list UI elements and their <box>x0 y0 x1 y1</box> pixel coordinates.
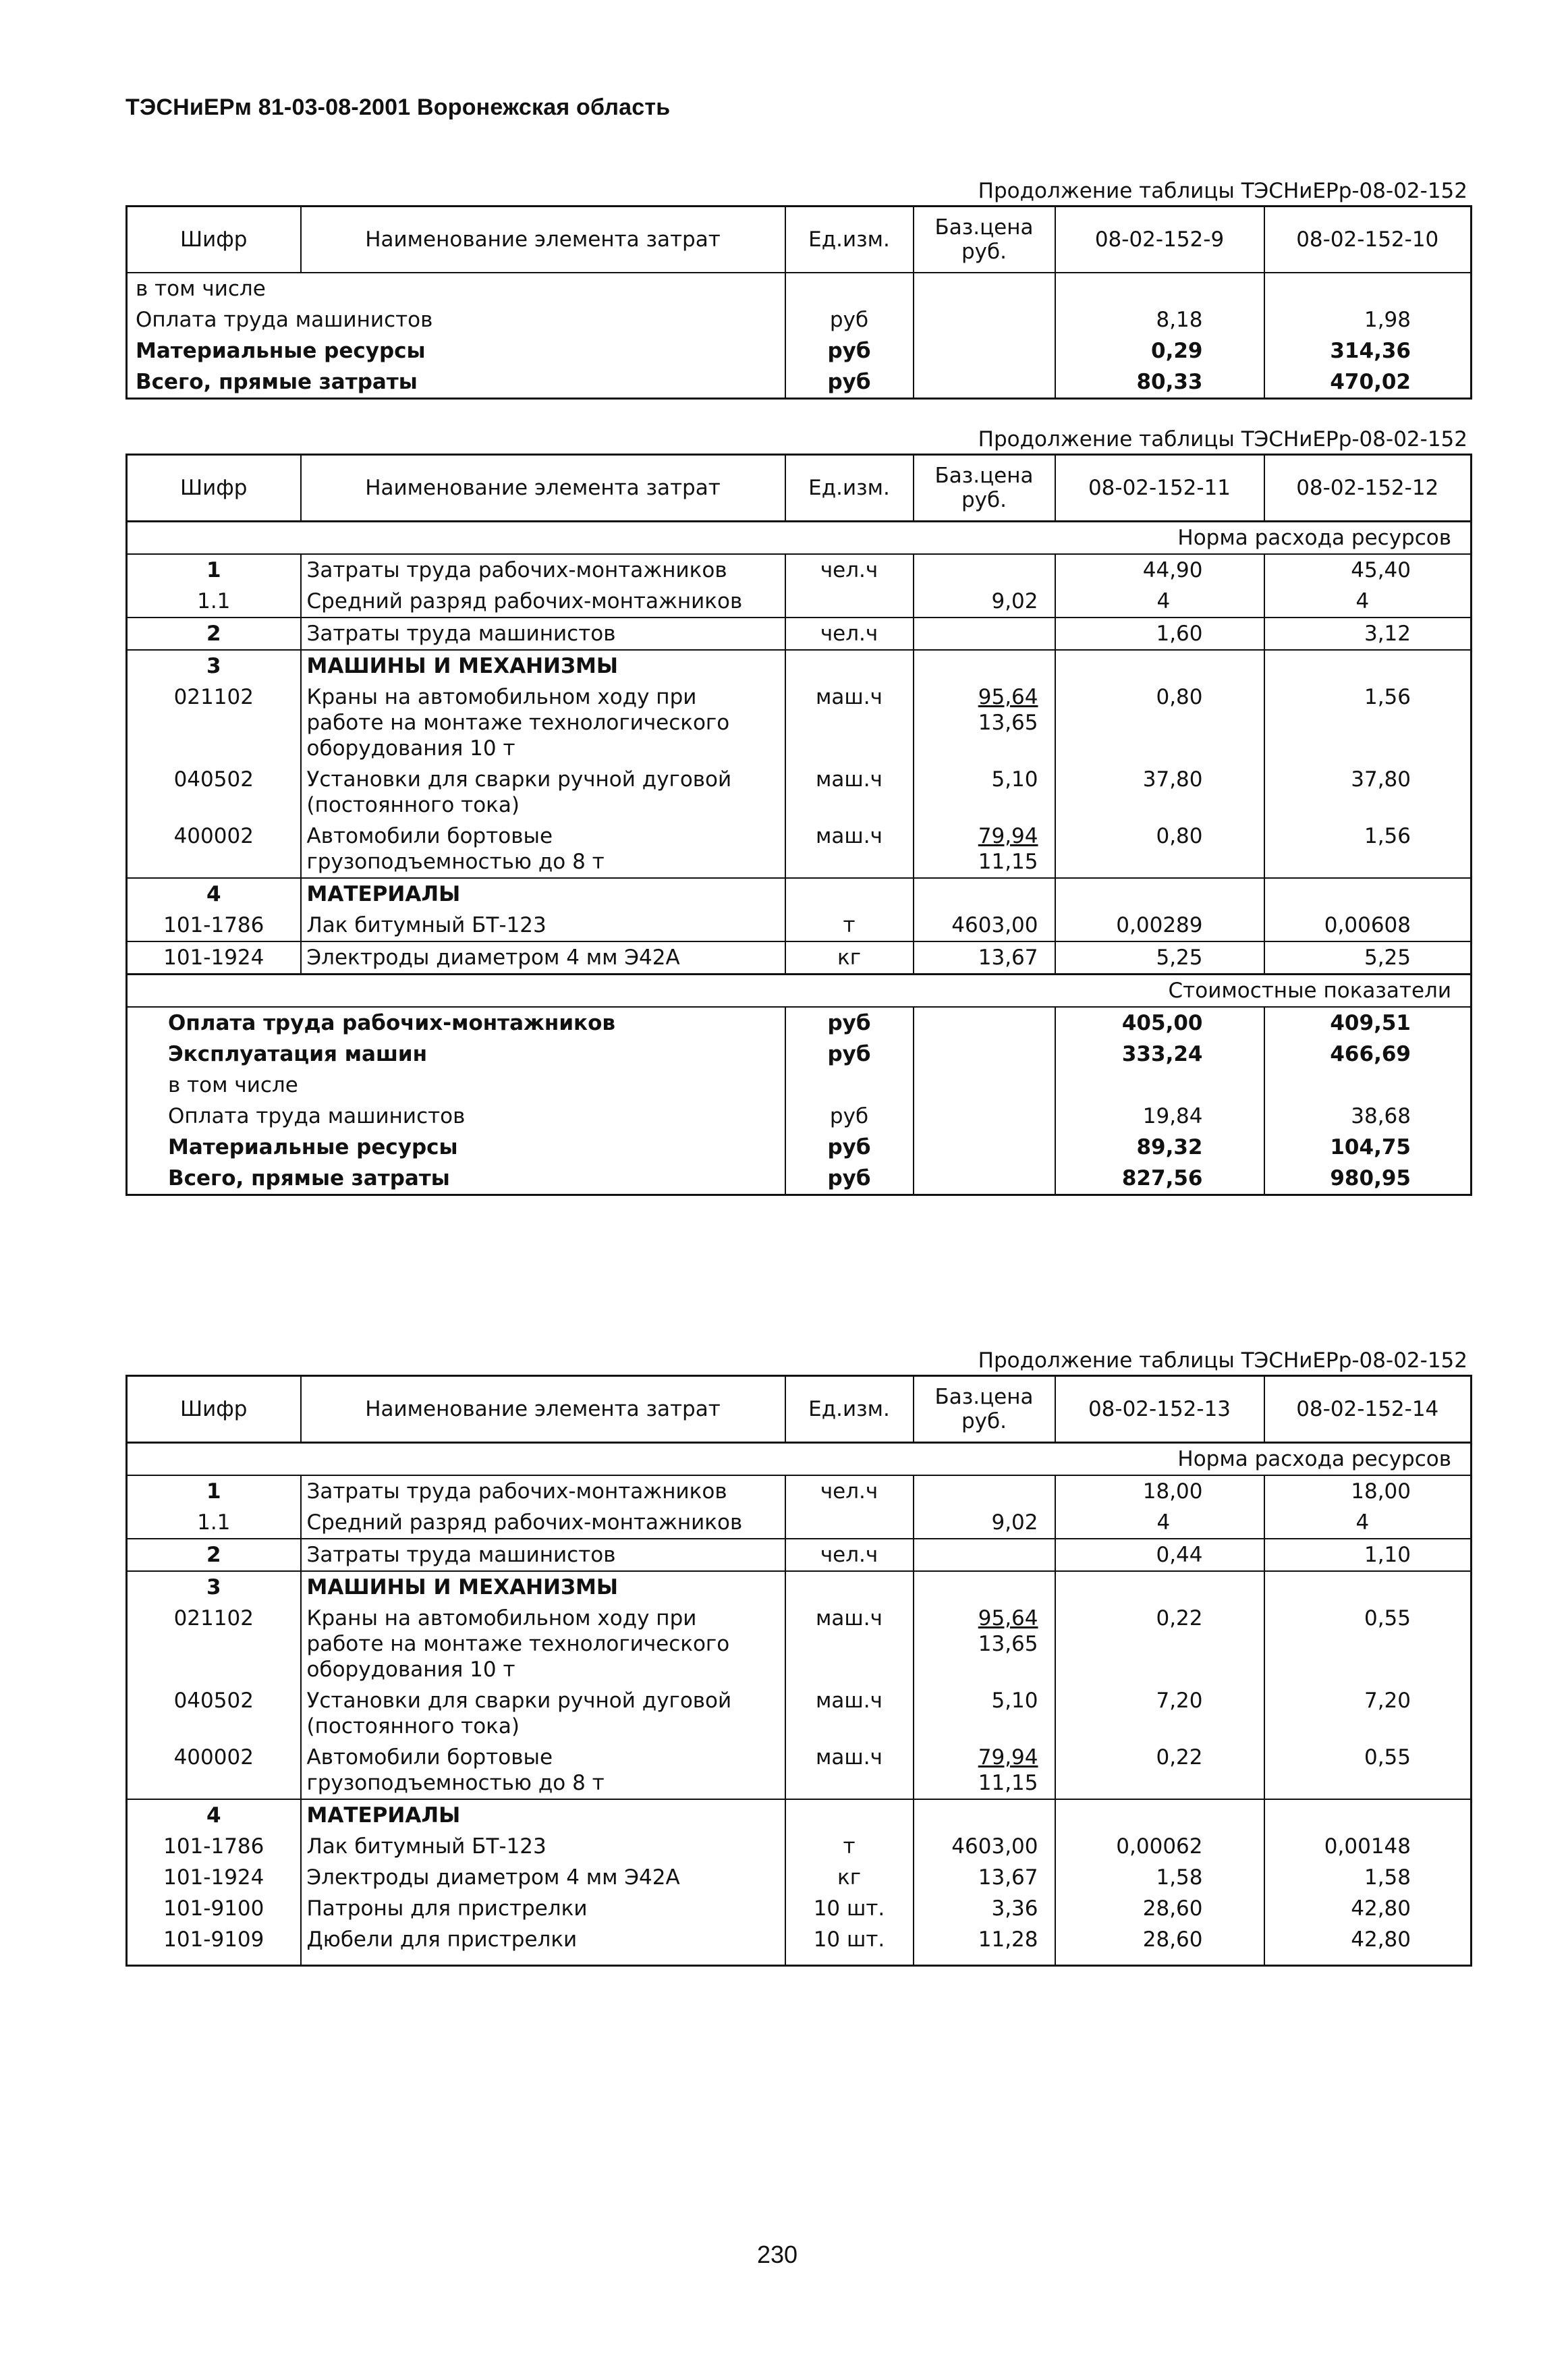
summary-row <box>127 1163 1472 1195</box>
header-name: Наименование элемента затрат <box>301 455 785 522</box>
section-title: МАШИНЫ И МЕХАНИЗМЫ <box>301 650 785 682</box>
section-title: МАТЕРИАЛЫ <box>301 878 785 910</box>
summary-value-b: 104,75 <box>1264 1132 1472 1163</box>
summary-name: в том числе <box>127 1070 785 1101</box>
row-name: Установки для сварки ручной дуговой (постоянного тока) <box>301 1685 785 1742</box>
row-value-b: 470,02 <box>1264 366 1472 399</box>
table-block-2 <box>125 425 1470 1196</box>
row-value-a: 0,44 <box>1055 1539 1264 1571</box>
summary-row <box>127 1039 1472 1070</box>
row-code: 101-1924 <box>127 1862 301 1893</box>
row-value-a: 0,29 <box>1055 335 1264 366</box>
row-value-b: 4 <box>1264 586 1472 618</box>
continuation-caption: Продолжение таблицы ТЭСНиЕРр-08-02-152 <box>978 179 1467 203</box>
row-value-a: 0,00062 <box>1055 1831 1264 1862</box>
row-code: 040502 <box>127 1685 301 1742</box>
row-code: 1 <box>127 554 301 586</box>
row-price: 13,67 <box>914 1862 1055 1893</box>
table-row <box>127 1603 1472 1685</box>
row-code: 400002 <box>127 1742 301 1799</box>
row-name: Средний разряд рабочих-монтажников <box>301 586 785 618</box>
summary-value-b: 38,68 <box>1264 1101 1472 1132</box>
summary-row <box>127 1007 1472 1039</box>
row-name: Затраты труда машинистов <box>301 1539 785 1571</box>
summary-name: Материальные ресурсы <box>127 1132 785 1163</box>
row-name: Краны на автомобильном ходу при работе на монтаже технологического оборудования 10 т <box>301 682 785 764</box>
row-price: 4603,00 <box>914 910 1055 941</box>
row-value-a: 44,90 <box>1055 554 1264 586</box>
row-code: 021102 <box>127 682 301 764</box>
table-row <box>127 586 1472 618</box>
row-value-b: 1,56 <box>1264 821 1472 878</box>
row-name: Электроды диаметром 4 мм Э42А <box>301 941 785 975</box>
row-name: Автомобили бортовые грузоподъемностью до 8 т <box>301 1742 785 1799</box>
row-unit: т <box>785 1831 914 1862</box>
row-value-a: 1,58 <box>1055 1862 1264 1893</box>
row-name: в том числе <box>127 273 785 304</box>
cost-table <box>125 1375 1472 1967</box>
summary-name: Эксплуатация машин <box>127 1039 785 1070</box>
row-value-a: 80,33 <box>1055 366 1264 399</box>
table-row <box>127 1507 1472 1539</box>
summary-name: Всего, прямые затраты <box>127 1163 785 1195</box>
row-unit: кг <box>785 941 914 975</box>
page-number: 230 <box>757 2241 798 2268</box>
row-name: Лак битумный БТ-123 <box>301 910 785 941</box>
table-row <box>127 335 1472 366</box>
table-row <box>127 366 1472 399</box>
row-name: Дюбели для пристрелки <box>301 1924 785 1966</box>
row-unit: руб <box>785 366 914 399</box>
row-price: 95,64 13,65 <box>914 682 1055 764</box>
row-value-a: 0,80 <box>1055 821 1264 878</box>
row-value-b: 1,10 <box>1264 1539 1472 1571</box>
header-col-a: 08-02-152-13 <box>1055 1376 1264 1443</box>
row-price: 5,10 <box>914 764 1055 821</box>
row-price: 79,94 11,15 <box>914 821 1055 878</box>
row-unit: маш.ч <box>785 764 914 821</box>
row-value-a: 8,18 <box>1055 304 1264 335</box>
summary-value-a: 333,24 <box>1055 1039 1264 1070</box>
summary-value-a: 89,32 <box>1055 1132 1264 1163</box>
summary-unit: руб <box>785 1007 914 1039</box>
summary-value-b: 409,51 <box>1264 1007 1472 1039</box>
cost-label: Стоимостные показатели <box>127 975 1472 1008</box>
row-unit: руб <box>785 335 914 366</box>
header-unit: Ед.изм. <box>785 1376 914 1443</box>
row-price: 5,10 <box>914 1685 1055 1742</box>
row-value-a: 18,00 <box>1055 1475 1264 1507</box>
row-value-a: 7,20 <box>1055 1685 1264 1742</box>
row-value-b: 314,36 <box>1264 335 1472 366</box>
row-price: 95,64 13,65 <box>914 1603 1055 1685</box>
row-code: 101-1786 <box>127 1831 301 1862</box>
header-price: Баз.цена руб. <box>914 207 1055 273</box>
row-unit: 10 шт. <box>785 1893 914 1924</box>
table-header <box>127 207 1472 273</box>
row-unit: чел.ч <box>785 618 914 650</box>
row-name: Затраты труда машинистов <box>301 618 785 650</box>
row-code: 2 <box>127 618 301 650</box>
summary-row <box>127 1070 1472 1101</box>
row-name: Затраты труда рабочих-монтажников <box>301 1475 785 1507</box>
row-value-b: 3,12 <box>1264 618 1472 650</box>
row-name: Электроды диаметром 4 мм Э42А <box>301 1862 785 1893</box>
row-value-b: 4 <box>1264 1507 1472 1539</box>
row-price: 79,94 11,15 <box>914 1742 1055 1799</box>
row-unit: 10 шт. <box>785 1924 914 1966</box>
table-row <box>127 1475 1472 1507</box>
row-code: 2 <box>127 1539 301 1571</box>
row-code: 101-9100 <box>127 1893 301 1924</box>
header-col-a: 08-02-152-11 <box>1055 455 1264 522</box>
row-value-b: 0,55 <box>1264 1603 1472 1685</box>
row-value-b: 42,80 <box>1264 1924 1472 1966</box>
table-row <box>127 941 1472 975</box>
table-row <box>127 764 1472 821</box>
row-value-b: 42,80 <box>1264 1893 1472 1924</box>
row-name: Автомобили бортовые грузоподъемностью до 8 т <box>301 821 785 878</box>
row-name: Оплата труда машинистов <box>127 304 785 335</box>
row-price: 9,02 <box>914 586 1055 618</box>
row-value-b: 37,80 <box>1264 764 1472 821</box>
row-unit: маш.ч <box>785 1603 914 1685</box>
row-value-b: 45,40 <box>1264 554 1472 586</box>
row-name: Краны на автомобильном ходу при работе на монтаже технологического оборудования 10 т <box>301 1603 785 1685</box>
summary-value-a: 405,00 <box>1055 1007 1264 1039</box>
row-value-b: 1,56 <box>1264 682 1472 764</box>
header-unit: Ед.изм. <box>785 455 914 522</box>
row-unit: чел.ч <box>785 1539 914 1571</box>
table-row <box>127 618 1472 650</box>
row-value-a: 28,60 <box>1055 1893 1264 1924</box>
table-row <box>127 821 1472 878</box>
table-row <box>127 1799 1472 1831</box>
row-unit: маш.ч <box>785 682 914 764</box>
row-value-a: 28,60 <box>1055 1924 1264 1966</box>
row-value-b: 5,25 <box>1264 941 1472 975</box>
norm-header-row <box>127 522 1472 555</box>
header-name: Наименование элемента затрат <box>301 1376 785 1443</box>
header-code: Шифр <box>127 455 301 522</box>
summary-unit: руб <box>785 1039 914 1070</box>
row-name: Патроны для пристрелки <box>301 1893 785 1924</box>
row-price: 11,28 <box>914 1924 1055 1966</box>
row-value-a: 0,22 <box>1055 1742 1264 1799</box>
table-row <box>127 1742 1472 1799</box>
cost-table <box>125 454 1472 1196</box>
row-value-b: 1,58 <box>1264 1862 1472 1893</box>
row-code: 101-1924 <box>127 941 301 975</box>
header-price: Баз.цена руб. <box>914 455 1055 522</box>
row-value-b: 7,20 <box>1264 1685 1472 1742</box>
row-price: 13,67 <box>914 941 1055 975</box>
row-name: Затраты труда рабочих-монтажников <box>301 554 785 586</box>
row-value-a: 37,80 <box>1055 764 1264 821</box>
summary-name: Оплата труда машинистов <box>127 1101 785 1132</box>
summary-unit: руб <box>785 1101 914 1132</box>
row-name: Лак битумный БТ-123 <box>301 1831 785 1862</box>
row-unit: маш.ч <box>785 821 914 878</box>
continuation-caption: Продолжение таблицы ТЭСНиЕРр-08-02-152 <box>978 427 1467 451</box>
summary-unit: руб <box>785 1163 914 1195</box>
table-row <box>127 1539 1472 1571</box>
table-row <box>127 1924 1472 1966</box>
table-row <box>127 1831 1472 1862</box>
summary-row <box>127 1132 1472 1163</box>
row-value-a: 0,22 <box>1055 1603 1264 1685</box>
table-row <box>127 1685 1472 1742</box>
row-code: 4 <box>127 878 301 910</box>
row-code: 101-1786 <box>127 910 301 941</box>
summary-row <box>127 1101 1472 1132</box>
summary-value-b: 980,95 <box>1264 1163 1472 1195</box>
norm-label: Норма расхода ресурсов <box>127 522 1472 555</box>
row-code: 040502 <box>127 764 301 821</box>
row-price: 9,02 <box>914 1507 1055 1539</box>
row-price: 4603,00 <box>914 1831 1055 1862</box>
table-block-3 <box>125 1346 1470 1967</box>
table-row <box>127 878 1472 910</box>
row-code: 1 <box>127 1475 301 1507</box>
row-value-a: 0,80 <box>1055 682 1264 764</box>
table-row <box>127 682 1472 764</box>
row-value-b: 18,00 <box>1264 1475 1472 1507</box>
row-value-a: 4 <box>1055 586 1264 618</box>
table-header <box>127 1376 1472 1443</box>
row-unit: руб <box>785 304 914 335</box>
header-code: Шифр <box>127 1376 301 1443</box>
cost-header-row <box>127 975 1472 1008</box>
row-unit: маш.ч <box>785 1742 914 1799</box>
summary-value-b: 466,69 <box>1264 1039 1472 1070</box>
row-code: 400002 <box>127 821 301 878</box>
row-name: Установки для сварки ручной дуговой (постоянного тока) <box>301 764 785 821</box>
table-row <box>127 554 1472 586</box>
section-title: МАШИНЫ И МЕХАНИЗМЫ <box>301 1571 785 1603</box>
row-code: 3 <box>127 1571 301 1603</box>
norm-label: Норма расхода ресурсов <box>127 1443 1472 1476</box>
row-value-a: 1,60 <box>1055 618 1264 650</box>
row-name: Средний разряд рабочих-монтажников <box>301 1507 785 1539</box>
document-title: ТЭСНиЕРм 81-03-08-2001 Воронежская область <box>125 94 671 120</box>
table-header <box>127 455 1472 522</box>
continuation-caption: Продолжение таблицы ТЭСНиЕРр-08-02-152 <box>978 1348 1467 1373</box>
header-price: Баз.цена руб. <box>914 1376 1055 1443</box>
header-code: Шифр <box>127 207 301 273</box>
table-row <box>127 910 1472 941</box>
table-row <box>127 650 1472 682</box>
header-name: Наименование элемента затрат <box>301 207 785 273</box>
section-title: МАТЕРИАЛЫ <box>301 1799 785 1831</box>
row-code: 1.1 <box>127 586 301 618</box>
header-col-b: 08-02-152-12 <box>1264 455 1472 522</box>
cost-table <box>125 205 1472 400</box>
row-code: 3 <box>127 650 301 682</box>
summary-value-a: 19,84 <box>1055 1101 1264 1132</box>
row-value-b: 0,00148 <box>1264 1831 1472 1862</box>
row-unit: чел.ч <box>785 1475 914 1507</box>
row-code: 4 <box>127 1799 301 1831</box>
row-price: 3,36 <box>914 1893 1055 1924</box>
row-unit: кг <box>785 1862 914 1893</box>
header-col-b: 08-02-152-10 <box>1264 207 1472 273</box>
header-col-b: 08-02-152-14 <box>1264 1376 1472 1443</box>
table-row <box>127 1893 1472 1924</box>
row-value-b: 0,55 <box>1264 1742 1472 1799</box>
row-code: 021102 <box>127 1603 301 1685</box>
row-value-a: 0,00289 <box>1055 910 1264 941</box>
row-value-b: 0,00608 <box>1264 910 1472 941</box>
header-col-a: 08-02-152-9 <box>1055 207 1264 273</box>
row-unit: маш.ч <box>785 1685 914 1742</box>
row-value-b: 1,98 <box>1264 304 1472 335</box>
summary-value-a: 827,56 <box>1055 1163 1264 1195</box>
row-unit: чел.ч <box>785 554 914 586</box>
table-row <box>127 304 1472 335</box>
row-code: 1.1 <box>127 1507 301 1539</box>
row-code: 101-9109 <box>127 1924 301 1966</box>
norm-header-row <box>127 1443 1472 1476</box>
row-name: Материальные ресурсы <box>127 335 785 366</box>
summary-name: Оплата труда рабочих-монтажников <box>127 1007 785 1039</box>
row-value-a: 5,25 <box>1055 941 1264 975</box>
header-unit: Ед.изм. <box>785 207 914 273</box>
table-row <box>127 273 1472 304</box>
table-block-1 <box>125 177 1470 400</box>
table-row <box>127 1571 1472 1603</box>
row-name: Всего, прямые затраты <box>127 366 785 399</box>
table-row <box>127 1862 1472 1893</box>
summary-unit: руб <box>785 1132 914 1163</box>
row-value-a: 4 <box>1055 1507 1264 1539</box>
row-unit: т <box>785 910 914 941</box>
